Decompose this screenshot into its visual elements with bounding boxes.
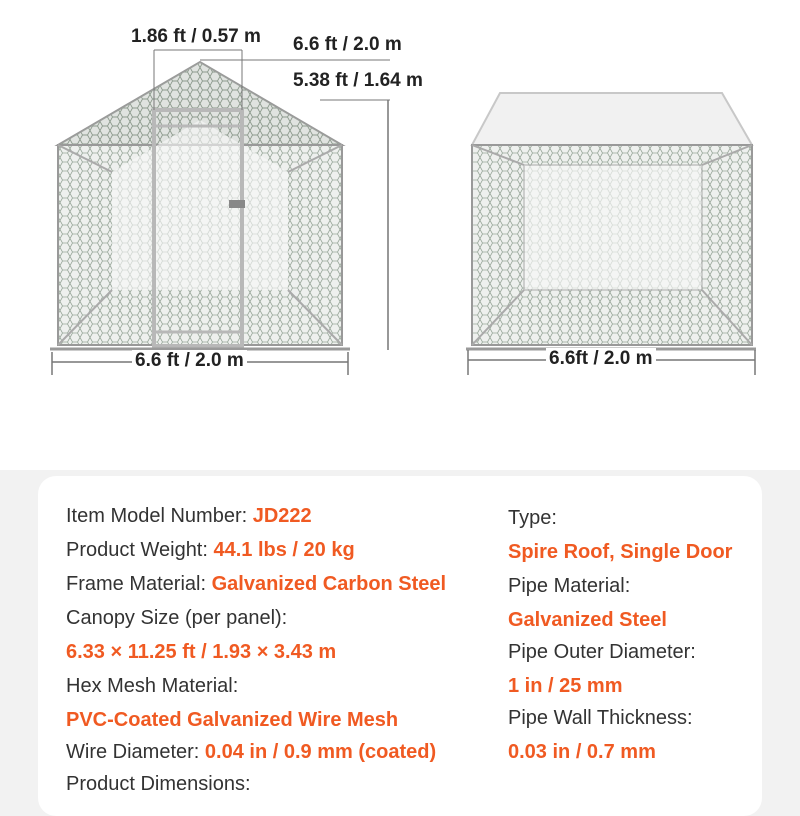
dimension-label-depth: 6.6 ft / 2.0 m — [290, 34, 405, 56]
spec-model — [66, 502, 312, 530]
spec-mesh-label: Hex Mesh Material: — [66, 675, 239, 697]
spec-model-value: JD222 — [252, 505, 312, 527]
spec-pipe-wall-value: 0.03 in / 0.7 mm — [508, 741, 656, 763]
spec-canopy-value: 6.33 × 11.25 ft / 1.93 × 3.43 m — [66, 641, 337, 663]
spec-frame-value: Galvanized Carbon Steel — [211, 573, 447, 595]
spec-canopy-label: Canopy Size (per panel): — [66, 607, 288, 629]
spec-type-value: Spire Roof, Single Door — [508, 541, 733, 563]
spec-frame-label: Frame Material: — [66, 573, 212, 595]
spec-mesh-value: PVC-Coated Galvanized Wire Mesh — [66, 709, 399, 731]
right-coop-drawing — [466, 93, 756, 375]
spec-type-label: Type: — [508, 507, 557, 529]
spec-pipe-material-value: Galvanized Steel — [508, 609, 667, 631]
spec-wire-value: 0.04 in / 0.9 mm (coated) — [204, 741, 437, 763]
dimension-label-left-width: 6.6 ft / 2.0 m — [132, 350, 247, 372]
spec-model-label: Item Model Number: — [66, 505, 253, 527]
spec-wire — [66, 738, 436, 766]
spec-pipe-material-label: Pipe Material: — [508, 575, 631, 597]
spec-frame — [66, 570, 446, 598]
spec-weight-value: 44.1 lbs / 20 kg — [213, 539, 355, 561]
left-coop-drawing — [50, 50, 390, 375]
dimension-label-right-width: 6.6ft / 2.0 m — [546, 348, 656, 370]
specifications-card — [38, 476, 762, 816]
spec-weight — [66, 536, 355, 564]
spec-dimensions-label: Product Dimensions: — [66, 773, 251, 795]
spec-pipe-od-label: Pipe Outer Diameter: — [508, 641, 696, 663]
spec-weight-label: Product Weight: — [66, 539, 214, 561]
dimension-label-height: 5.38 ft / 1.64 m — [290, 70, 426, 92]
spec-pipe-wall-label: Pipe Wall Thickness: — [508, 707, 693, 729]
spec-wire-label: Wire Diameter: — [66, 741, 205, 763]
spec-pipe-od-value: 1 in / 25 mm — [508, 675, 623, 697]
dimension-label-top-width: 1.86 ft / 0.57 m — [128, 26, 264, 48]
